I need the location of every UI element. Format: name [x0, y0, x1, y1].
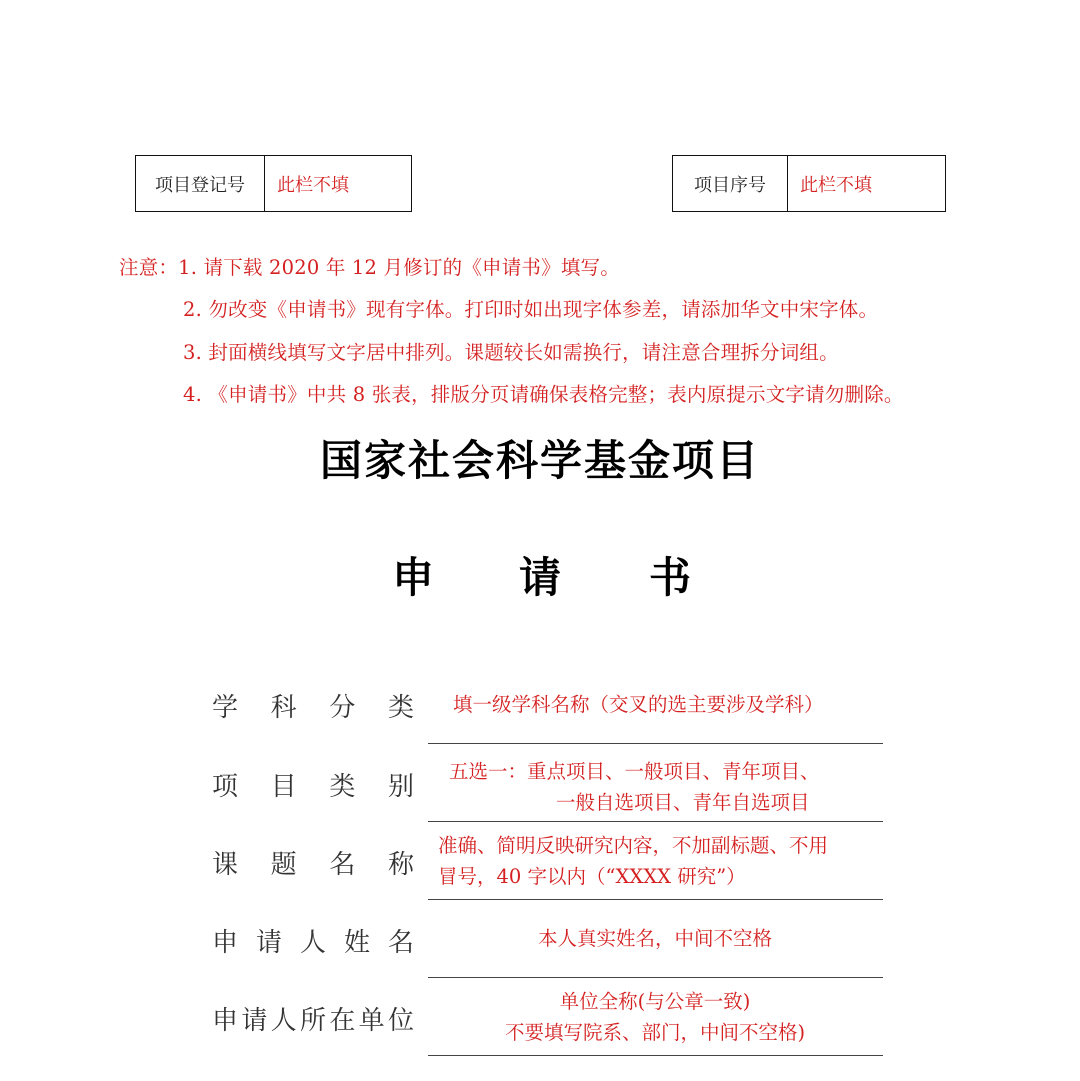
- subtitle-char: 书: [649, 553, 692, 602]
- field-value-line: 准确、简明反映研究内容，不加副标题、不用: [438, 834, 829, 857]
- field-value-discipline[interactable]: [428, 689, 882, 720]
- note-line-4: 4. 《申请书》中共 8 张表，排版分页请确保表格完整；表内原提示文字请勿删除。: [183, 383, 904, 406]
- field-value-line: 一般自选项目、青年自选项目: [556, 791, 810, 814]
- registration-number-box: [135, 155, 412, 212]
- field-value-line: 不要填写院系、部门，中间不空格): [504, 1021, 806, 1044]
- field-label-applicant-unit: 申请人所在单位: [212, 1006, 414, 1036]
- field-label-applicant-name: 申请人姓名: [212, 928, 414, 958]
- field-label-project-category: 项目类别: [212, 772, 414, 802]
- subtitle-char: 请: [519, 553, 562, 602]
- field-underline: [428, 1055, 883, 1056]
- registration-number-label: 项目登记号: [136, 156, 265, 211]
- field-value-project-category[interactable]: [428, 756, 882, 818]
- field-label-discipline: 学科分类: [212, 693, 414, 723]
- field-underline: [428, 899, 883, 900]
- registration-number-value[interactable]: 此栏不填: [277, 174, 349, 196]
- document-title: 国家社会科学基金项目: [319, 436, 760, 485]
- field-underline: [428, 977, 883, 978]
- field-underline: [428, 743, 883, 744]
- field-value-line: 本人真实姓名，中间不空格: [537, 927, 772, 950]
- sequence-number-box: [672, 155, 946, 212]
- field-value-line: 填一级学科名称（交叉的选主要涉及学科）: [453, 693, 824, 716]
- note-line-1: 注意：1. 请下载 2020 年 12 月修订的《申请书》填写。: [119, 256, 620, 279]
- sequence-number-label: 项目序号: [673, 156, 788, 211]
- field-value-line: 五选一：重点项目、一般项目、青年项目、: [449, 760, 820, 783]
- subtitle-char: 申: [392, 553, 435, 602]
- sequence-number-value[interactable]: 此栏不填: [800, 174, 872, 196]
- field-underline: [428, 821, 883, 822]
- field-value-applicant-name[interactable]: [428, 923, 882, 954]
- document-subtitle: [0, 545, 1080, 601]
- field-value-line: 单位全称(与公章一致): [559, 990, 751, 1013]
- note-line-3: 3. 封面横线填写文字居中排列。课题较长如需换行，请注意合理拆分词组。: [183, 341, 839, 364]
- field-value-applicant-unit[interactable]: [428, 986, 882, 1048]
- field-value-line: 冒号，40 字以内（“XXXX 研究”）: [438, 865, 746, 888]
- field-label-topic-name: 课题名称: [212, 850, 414, 880]
- note-line-2: 2. 勿改变《申请书》现有字体。打印时如出现字体参差，请添加华文中宋字体。: [183, 298, 879, 321]
- field-value-topic-name[interactable]: [428, 830, 882, 892]
